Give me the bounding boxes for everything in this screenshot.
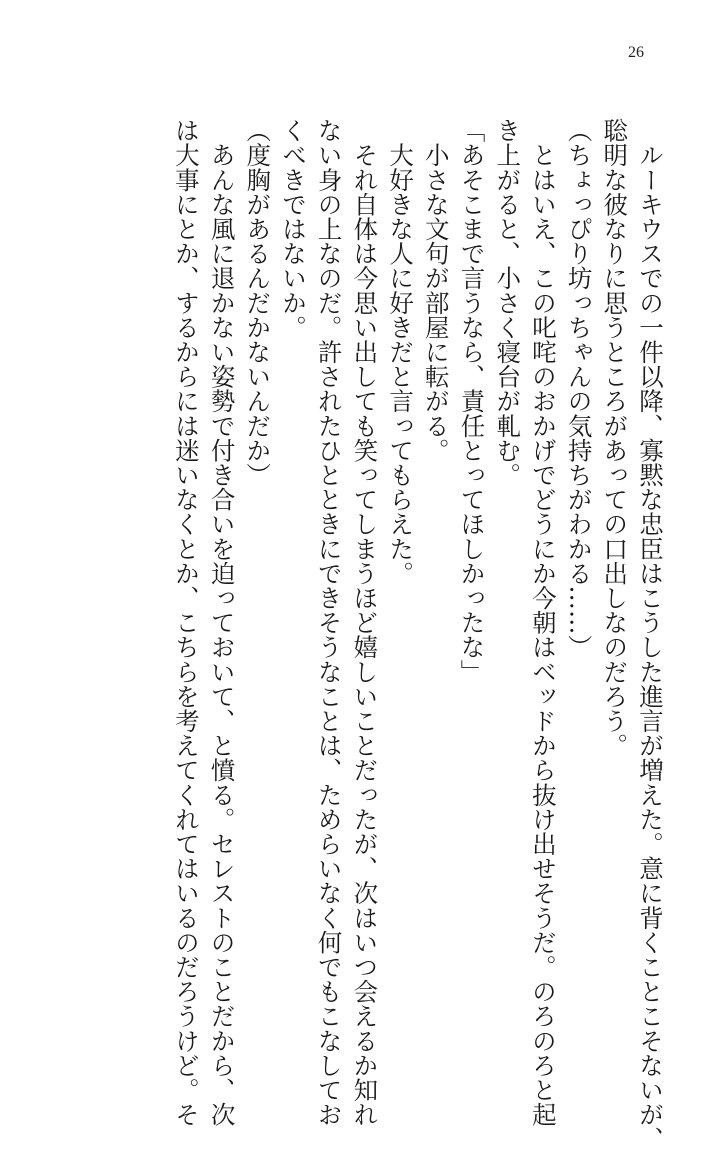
text-line: は大事にとか、するからには迷いなくとか、こちらを考えてくれてはいるのだろうけど。そ <box>171 118 201 1127</box>
page-number: 26 <box>628 44 644 61</box>
text-line: ない身の上なのだ。許されたひとときにできそうなことは、ためらいなく何でもこなしてお <box>314 118 344 1127</box>
text-line: 「あそこまで言うなら、責任とってほしかったな」 <box>457 118 487 684</box>
text-line: ルーキウスでの一件以降、寡黙な忠臣はこうした進言が増えた。意に背くことこそないが、 <box>636 118 665 1151</box>
text-line: とはいえ、この叱咤のおかげでどうにか今朝はベッドから抜け出せそうだ。のろのろと起 <box>528 118 558 1127</box>
text-line: あんな風に退かない姿勢で付き合いを迫っておいて、と憤る。セレストのことだから、次 <box>207 118 237 1127</box>
text-line: き上がると、小さく寝台が軋む。 <box>493 118 523 487</box>
vertical-body-text <box>168 118 668 1151</box>
text-line: （度胸があるんだかないんだか） <box>243 118 273 487</box>
text-line: 大好きな人に好きだと言ってもらえた。 <box>386 118 416 586</box>
text-line: それ自体は今思い出しても笑ってしまうほど嬉しいことだったが、次はいつ会えるか知れ <box>350 118 380 1127</box>
text-line: くべきではないか。 <box>278 118 308 340</box>
text-line: （ちょっぴり坊っちゃんの気持ちがわかる……） <box>564 118 594 660</box>
text-line: 小さな文句が部屋に転がる。 <box>421 118 451 463</box>
text-line: 聡明な彼なりに思うところがあっての口出しなのだろう。 <box>600 118 630 758</box>
